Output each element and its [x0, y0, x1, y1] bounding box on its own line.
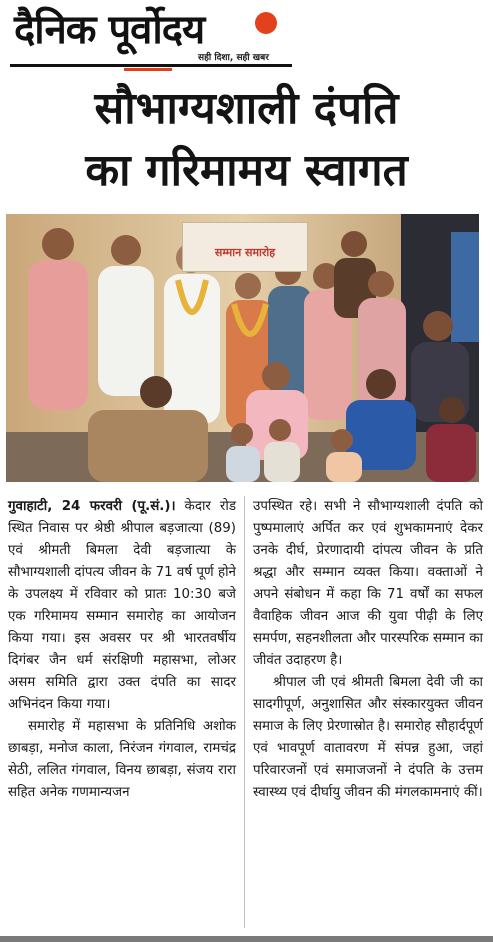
article-column-right — [253, 496, 483, 804]
paragraph-1-text: केदार रोड स्थित निवास पर श्रेष्ठी श्रीपाल बड़जात्या (89) एवं श्रीमती बिमला देवी बड़जात्या के सौभाग्यशाली दांपत्य जीवन के 71 वर्ष पूर्ण होने के उपलक्ष्य में रविवार को प्रातः 10:30 बजे एक गरिमामय सम्मान समारोह का आयोजन किया गया। इस अवसर पर श्री भारतवर्षीय दिगंबर जैन धर्म संरक्षिणी महासभा, लोअर असम समिति द्वारा उक्त दंपति का सादर अभिनंदन किया गया। — [8, 499, 236, 712]
article-paragraph-1 — [8, 496, 236, 716]
page-bottom-rule — [0, 936, 493, 942]
sun-logo-icon — [255, 12, 277, 34]
newspaper-logo: दैनिक पूर्वोदय — [14, 6, 205, 53]
newspaper-tagline: सही दिशा, सही खबर — [198, 53, 269, 63]
article-paragraph-3: उपस्थित रहे। सभी ने सौभाग्यशाली दंपति को पुष्पमालाएं अर्पित कर एवं शुभकामनाएं देकर उनके दीर्घ, प्रेरणादायी दांपत्य जीवन के प्रति श्रद्धा और सम्मान व्यक्त किया। वक्ताओं ने अपने संबोधन में कहा कि 71 वर्षों का सफल वैवाहिक जीवन आज की युवा पीढ़ी के लिए समर्पण, सहनशीलता और पारस्परिक सम्मान का जीवंत उदाहरण है। — [253, 499, 483, 668]
masthead-accent-rule — [124, 68, 172, 71]
article-dateline: गुवाहाटी, 24 फरवरी (पू.सं.)। — [8, 499, 176, 514]
event-banner — [182, 222, 308, 272]
headline-line-2: का गरिमामय स्वागत — [85, 145, 408, 196]
masthead — [0, 0, 493, 78]
headline-line-1: सौभाग्यशाली दंपति — [94, 83, 399, 134]
article-paragraph-4: श्रीपाल जी एवं श्रीमती बिमला देवी जी का सादगीपूर्ण, अनुशासित और संस्कारयुक्त जीवन समाज के लिए प्रेरणास्रोत है। समारोह सौहार्दपूर्ण एवं भावपूर्ण वातावरण में संपन्न हुआ, जहां परिवारजनों एवं समाजजनों ने दंपति के उत्तम स्वास्थ्य एवं दीर्घायु जीवन की मंगलकामनाएं कीं। — [253, 675, 483, 800]
banner-text: सम्मान समारोह — [214, 246, 276, 259]
event-photo — [6, 214, 479, 482]
column-divider — [244, 496, 245, 928]
article-paragraph-2: समारोह में महासभा के प्रतिनिधि अशोक छाबड़ा, मनोज काला, निरंजन गंगवाल, रामचंद्र सेठी, ललित गंगवाल, विनय छाबड़ा, संजय रारा सहित अनेक गणमान्यजन — [8, 719, 236, 800]
article-column-left — [8, 496, 236, 804]
masthead-rule — [10, 64, 292, 67]
